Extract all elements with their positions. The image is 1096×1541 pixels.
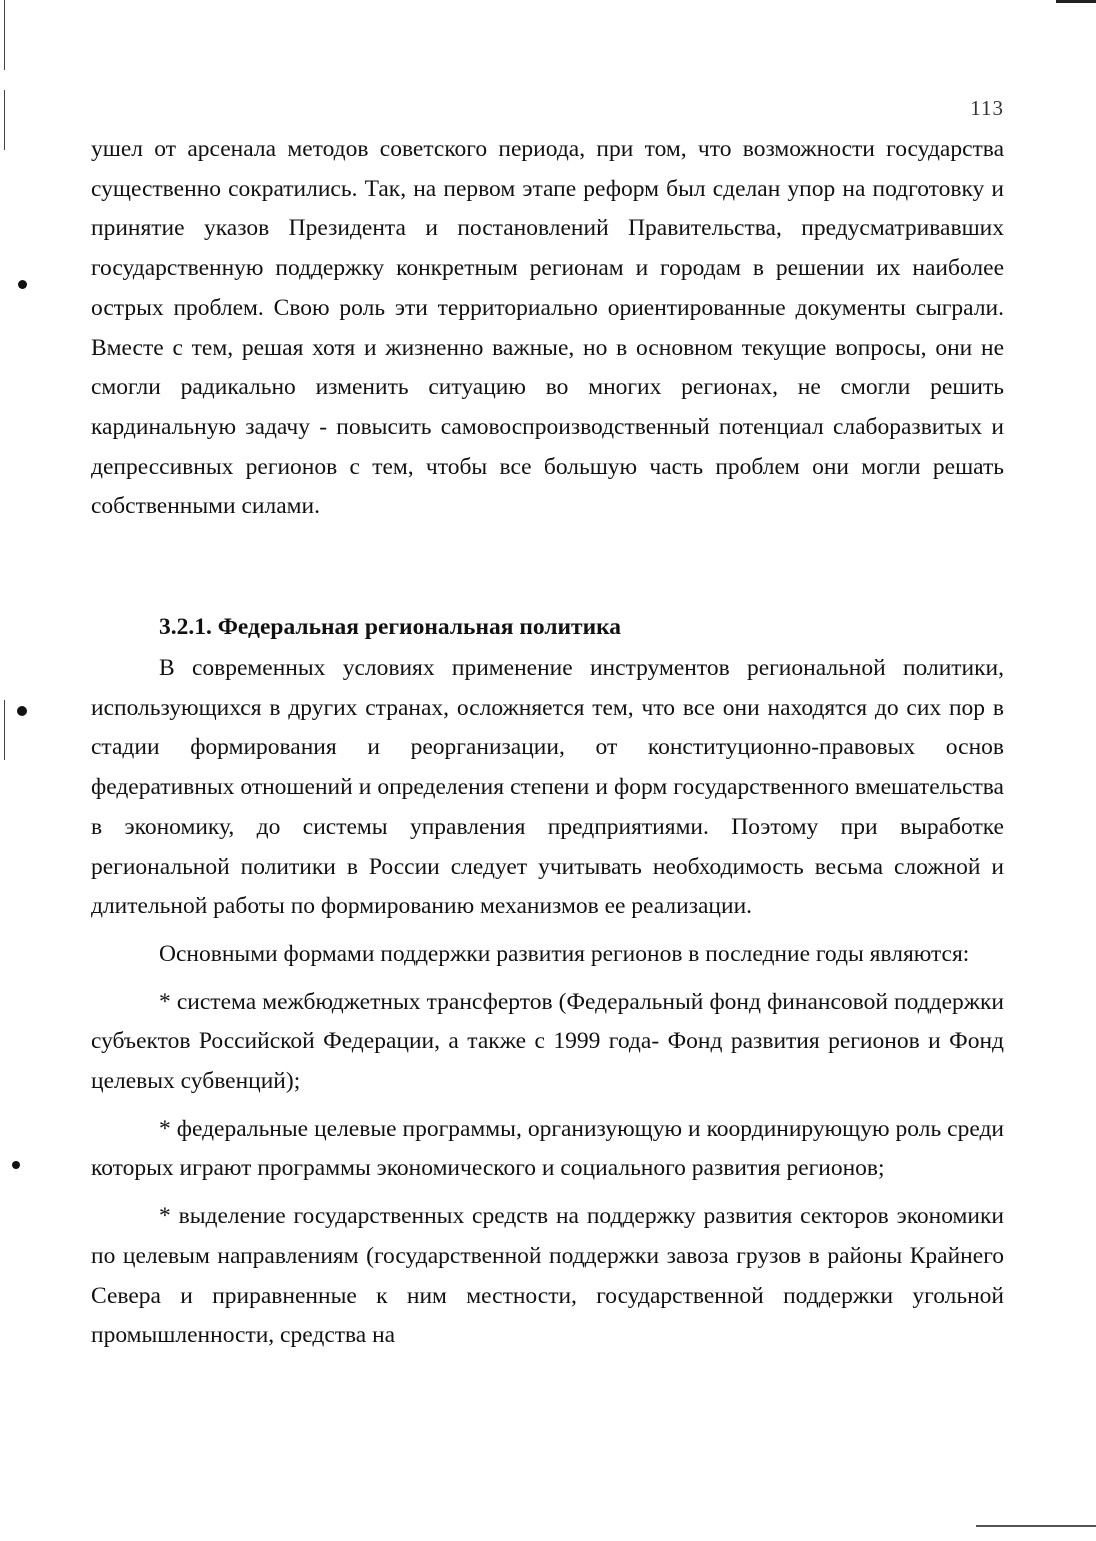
scan-mark-bottom-rule bbox=[976, 1525, 1096, 1527]
page-number: 113 bbox=[970, 96, 1004, 120]
scan-speck bbox=[12, 1161, 20, 1169]
paragraph: Основными формами поддержки развития регионов в последние годы являются: bbox=[159, 940, 970, 967]
paragraph: В современных условиях применение инструментов региональной политики, использующихся в других странах, осложняется тем, что все они находятся до сих пор в стадии формирования и реорганизации, от конституционно-правовых основ федеративных отношений и определения степени и форм государственного вмешательства в экономику, до системы управления предприятиями. Поэтому при выработке региональной политики в России следует учитывать необходимость весьма сложной и длительной работы по формированию механизмов ее реализации. bbox=[91, 655, 1004, 920]
scan-speck bbox=[18, 280, 27, 289]
section-heading: 3.2.1. Федеральная региональная политика bbox=[159, 614, 622, 640]
list-item: * система межбюджетных трансфертов (Федеральный фонд финансовой поддержки субъектов Российской Федерации, а также с 1999 года- Фонд развития регионов и Фонд целевых субвенций); bbox=[91, 988, 1004, 1095]
paragraph-continued: ушел от арсенала методов советского периода, при том, что возможности государства существенно сократились. Так, на первом этапе реформ был сделан упор на подготовку и принятие указов Президента и постановлений Правительства, предусматривавших государственную поддержку конкретным регионам и городам в решении их наиболее острых проблем. Свою роль эти территориально ориентированные документы сыграли. Вместе с тем, решая хотя и жизненно важные, но в основном текущие вопросы, они не смогли радикально изменить ситуацию во многих регионах, не смогли решить кардинальную задачу - повысить самовоспроизводственный потенциал слаборазвитых и депрессивных регионов с тем, чтобы все большую часть проблем они могли решать собственными силами. bbox=[91, 136, 1004, 520]
scan-edge-line bbox=[4, 90, 5, 150]
scan-edge-line bbox=[4, 700, 5, 760]
section-body bbox=[91, 649, 1004, 1356]
list-item: * федеральные целевые программы, организующую и координирующую роль среди которых играют программы экономического и социального развития регионов; bbox=[91, 1115, 1004, 1182]
list-item: * выделение государственных средств на поддержку развития секторов экономики по целевым направлениям (государственной поддержки завоза грузов в районы Крайнего Севера и приравненные к ним местности, государственной поддержки угольной промышленности, средства на bbox=[91, 1203, 1004, 1349]
scan-mark-top-rule bbox=[1056, 0, 1096, 3]
scan-speck bbox=[17, 706, 27, 716]
scan-edge-line bbox=[4, 0, 5, 70]
